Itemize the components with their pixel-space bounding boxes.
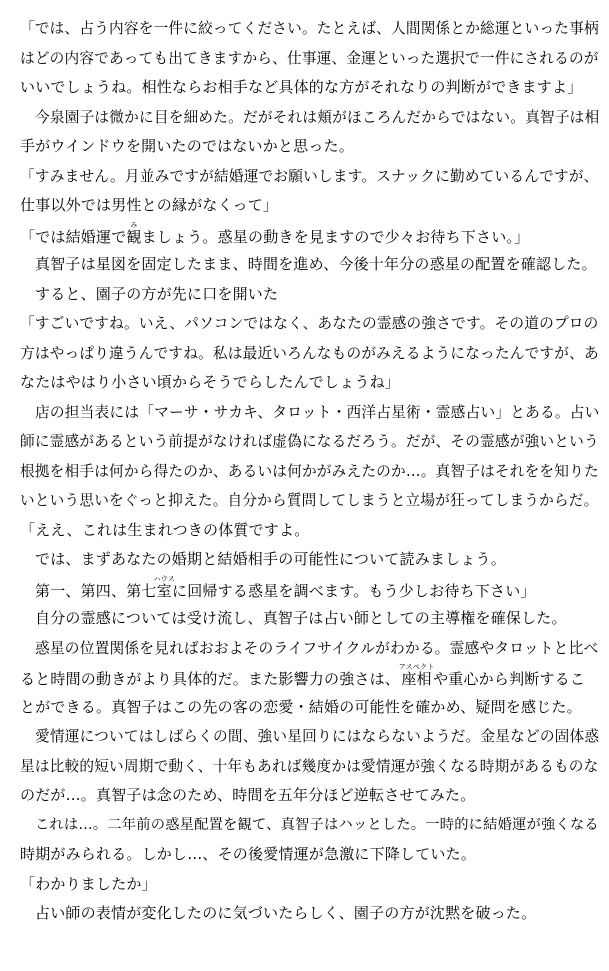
text-line: はどの内容であっても出てきますから、仕事運、金運といった選択で一件にされるのが: [20, 49, 599, 67]
text-line: 「すみません。月並みですが結婚運でお願いします。スナックに勤めているんですが、: [20, 167, 599, 185]
text-line: いいでしょうね。相性ならお相手など具体的な方がそれなりの判断ができますよ」: [20, 78, 583, 96]
text-segment: や重心から判断するこ: [433, 670, 586, 688]
text-line: のだが…。真智子は念のため、時間を五年分ほど逆転させてみた。: [20, 786, 476, 804]
text-line: 根拠を相手は何から得たのか、あるいは何かがみえたのか…。真智子はそれをを知りた: [20, 462, 599, 480]
text-line: 今泉園子は微かに目を細めた。だがそれは頬がほころんだからではない。真智子は相: [35, 108, 600, 126]
text-line: 時期がみられる。しかし…、その後愛情運が急激に下降していた。: [20, 845, 477, 863]
text-line: 占い師の表情が変化したのに気づいたらしく、園子の方が沈黙を破った。: [35, 904, 537, 922]
ruby-base: 座相: [398, 670, 435, 688]
text-line: [20, 663, 599, 693]
text-segment: 「では結婚運で: [20, 227, 127, 246]
ruby-reading: アスペクト: [398, 663, 435, 671]
text-line: 愛情運についてはしばらくの間、強い星回りにはならないようだ。金星などの固体惑: [35, 728, 600, 745]
text-segment: ると時間の動きがより具体的だ。また影響力の強さは、: [20, 670, 401, 688]
text-line: 店の担当表には「マーサ・サカキ、タロット・西洋占星術・霊感占い」とある。占い: [35, 403, 600, 421]
text-line: 「ええ、これは生まれつきの体質ですよ。: [20, 520, 310, 539]
text-line: なたはやはり小さい頃からそうでらしたんでしょうね」: [20, 373, 401, 391]
text-segment: に回帰する惑星を調べます。もう少しお待ち下さい」: [172, 581, 536, 600]
text-line: 「わかりましたか」: [20, 874, 157, 893]
text-line: 「すごいですね。いえ、パソコンではなく、あなたの霊感の強さです。その道のプロの: [20, 315, 599, 332]
text-line: すると、園子の方が先に口を開いた: [35, 284, 279, 303]
text-line: 方はやっぱり違うんですね。私は最近いろんなものがみえるようになったんですが、あ: [20, 344, 599, 362]
text-line: いという思いをぐっと抑えた。自分から質問してしまうと立場が狂ってしまうからだ。: [20, 492, 599, 509]
text-line: 自分の霊感については受け流し、真智子は占い師としての主導権を確保した。: [35, 609, 567, 627]
text-line: 師に霊感があるという前提がなければ虚偽になるだろう。だが、その霊感が強いという: [20, 433, 599, 450]
ruby-annotation: [398, 663, 435, 688]
text-line: 星は比較的短い周期で動く、十年もあれば幾度かは愛情運が強くなる時期があるものな: [20, 757, 599, 775]
ruby-annotation: [126, 220, 142, 246]
text-line: 真智子は星図を固定したまま、時間を進め、今後十年分の惑星の配置を確認した。: [35, 255, 597, 273]
text-line: では、まずあなたの婚期と結婚相手の可能性について読みましょう。: [35, 550, 506, 568]
ruby-reading: ハウス: [153, 574, 175, 583]
text-segment: ましょう。惑星の動きを見ますので少々お待ち下さい。」: [141, 227, 530, 246]
text-segment: 第一、第四、第七: [35, 581, 157, 600]
text-line: [20, 575, 599, 605]
ruby-base: 観: [126, 227, 142, 246]
text-line: [20, 221, 599, 251]
ruby-annotation: [153, 574, 175, 600]
text-line: とができる。真智子はこの先の客の恋愛・結婚の可能性を確かめ、疑問を感じた。: [20, 697, 582, 716]
text-line: 「では、占う内容を一件に絞ってください。たとえば、人間関係とか総運といった事柄: [20, 20, 599, 37]
text-line: これは…。二年前の惑星配置を観て、真智子はハッとした。一時的に結婚運が強くなる: [35, 816, 599, 833]
text-line: 手がウインドウを開いたのではないかと思った。: [20, 137, 354, 155]
ruby-base: 室: [153, 581, 175, 600]
ruby-reading: み: [126, 220, 142, 229]
text-line: 惑星の位置関係を見ればおおよそのライフサイクルがわかる。霊感やタロットと比べ: [35, 639, 599, 657]
text-line: 仕事以外では男性との縁がなくって」: [20, 196, 279, 214]
